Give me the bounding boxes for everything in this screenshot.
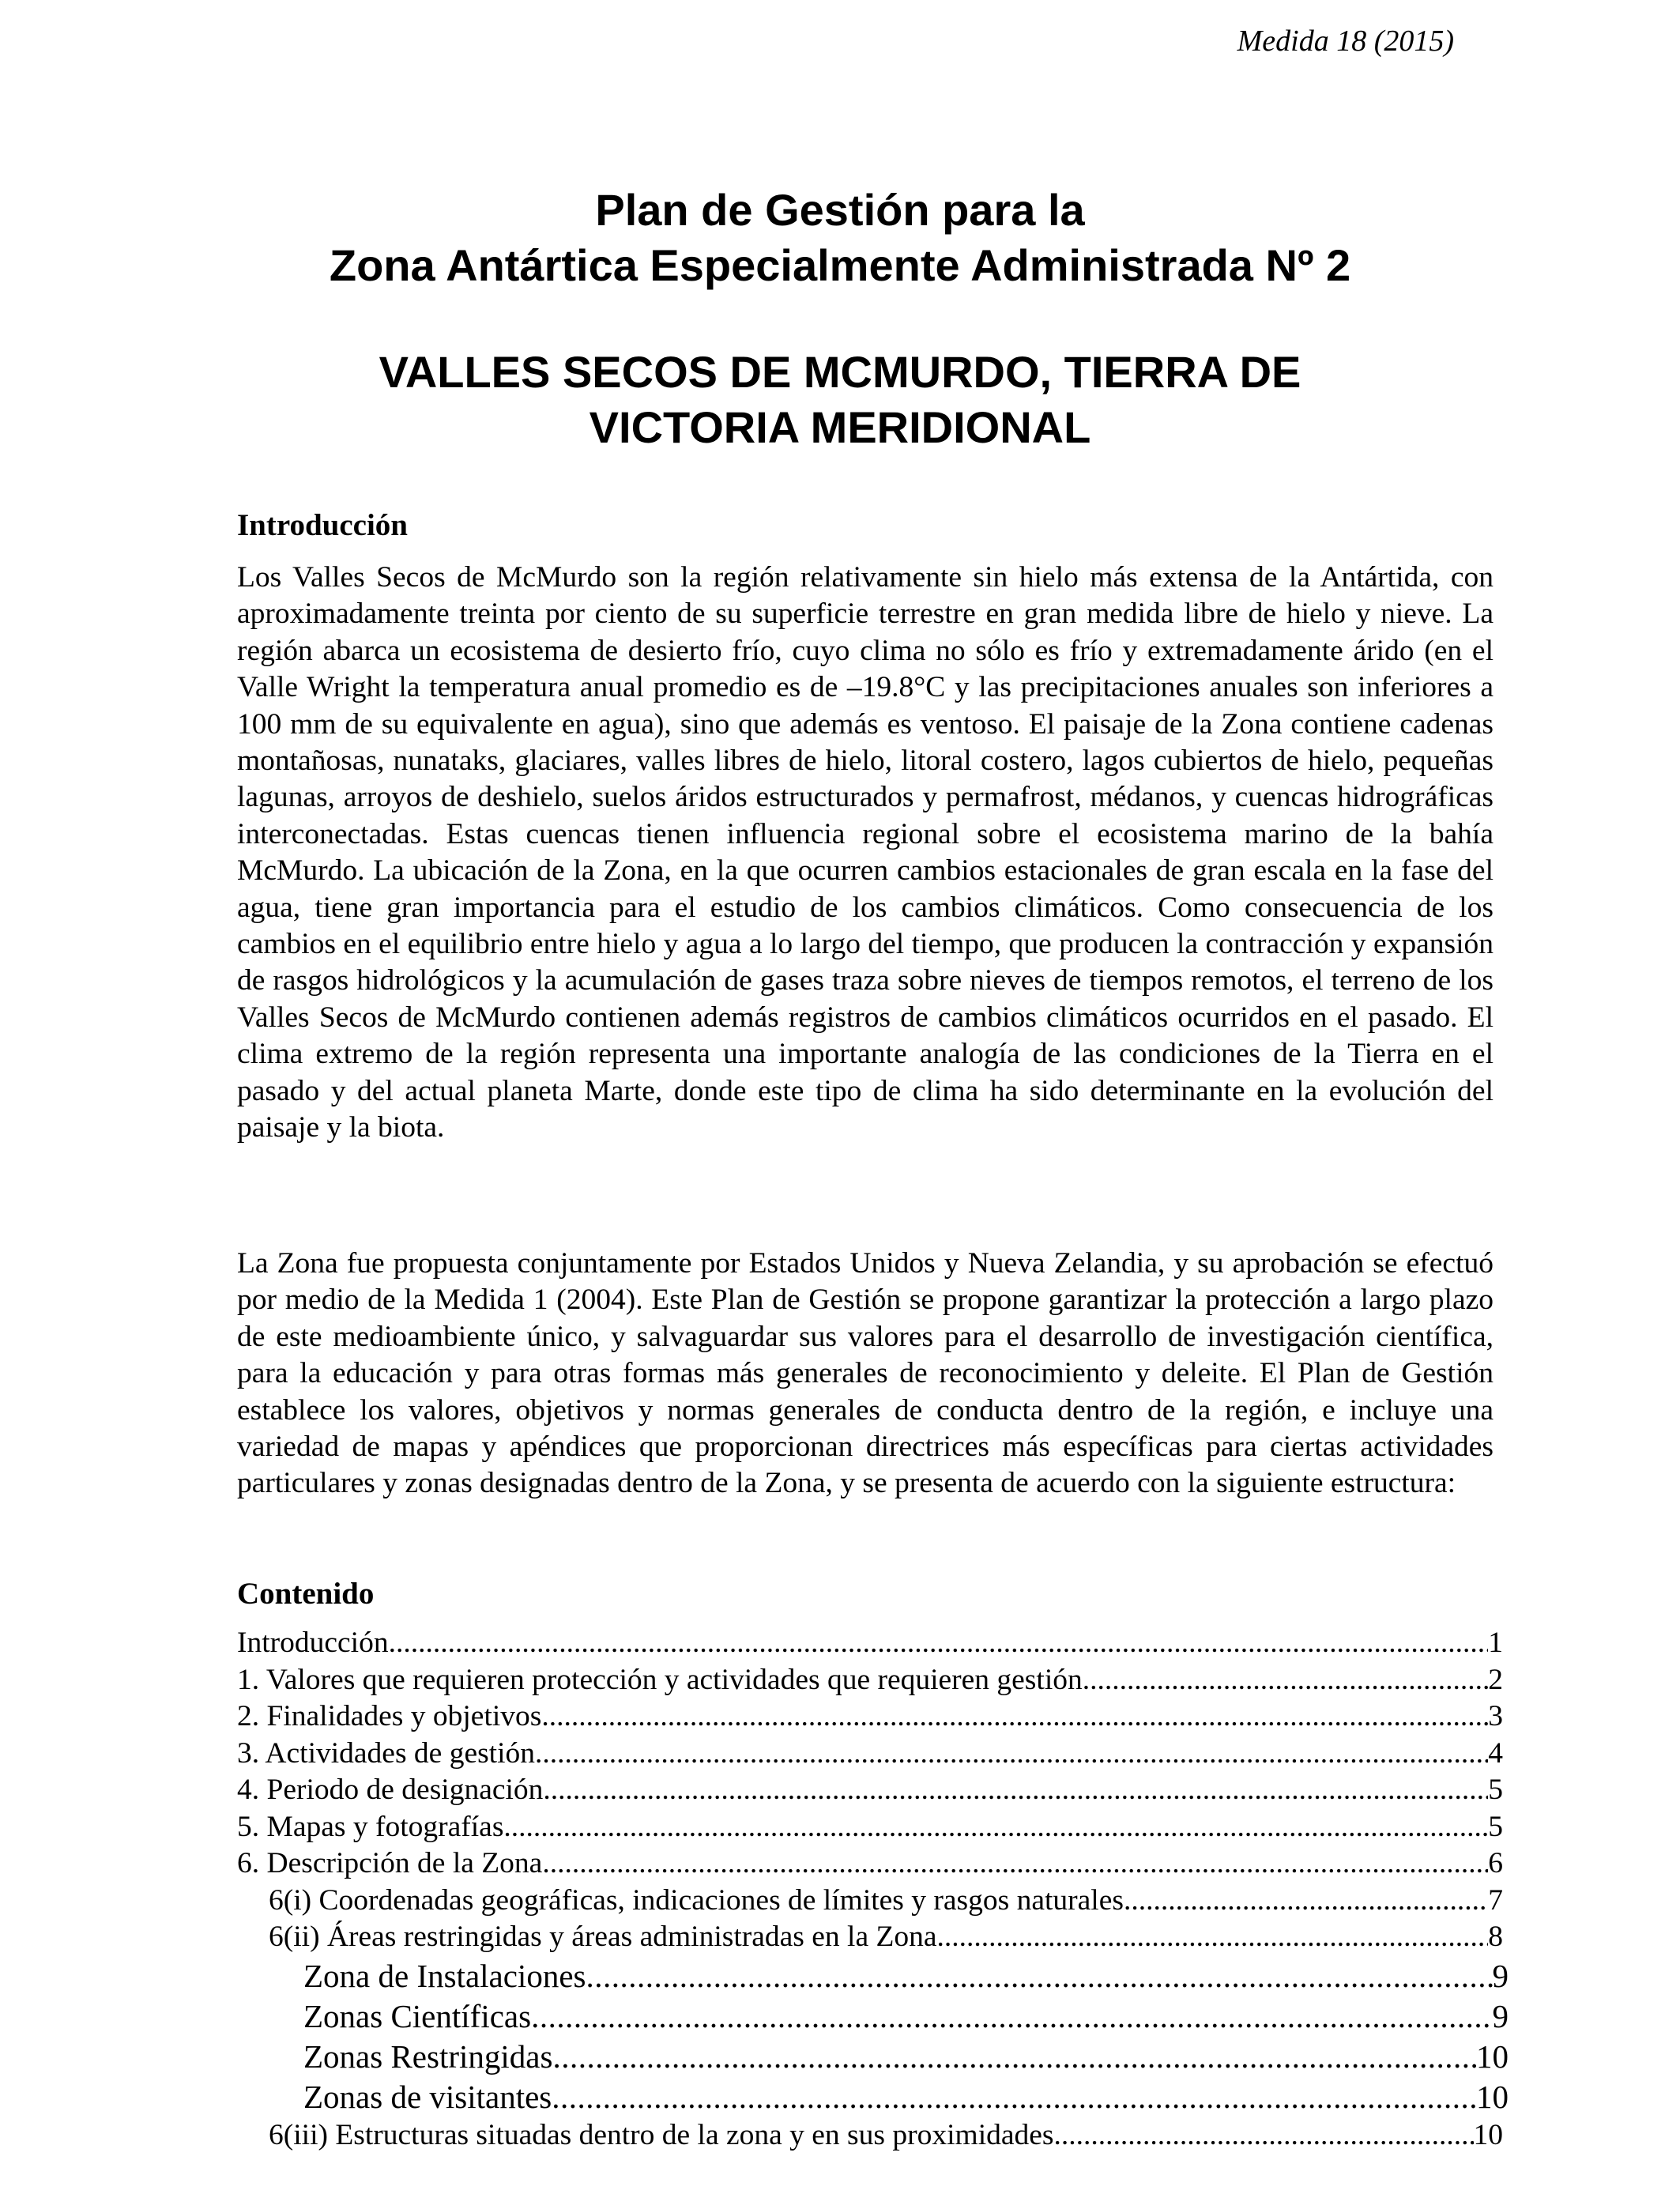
toc-entry-label: 6(iii) Estructuras situadas dentro de la zona y en sus proximidades xyxy=(269,2118,1054,2151)
toc-entry-label: 1. Valores que requieren protección y actividades que requieren gestión xyxy=(237,1663,1083,1696)
toc-entry-page: 1 xyxy=(1488,1627,1503,1659)
toc-entry[interactable] xyxy=(237,2037,1509,2077)
toc-entry-label: 6(ii) Áreas restringidas y áreas administradas en la Zona xyxy=(269,1921,937,1953)
toc-entry[interactable] xyxy=(237,1919,1503,1956)
toc-entry-page: 9 xyxy=(1492,1957,1509,1994)
toc-entry-page: 3 xyxy=(1488,1700,1503,1732)
table-of-contents xyxy=(237,1625,1509,2154)
title-line-1: Plan de Gestión para la xyxy=(595,185,1085,235)
toc-leader xyxy=(937,1919,1489,1956)
toc-entry-page: 10 xyxy=(1473,2118,1503,2151)
toc-entry-label: Zonas Restringidas xyxy=(303,2038,553,2075)
toc-entry-label: 6. Descripción de la Zona xyxy=(237,1847,543,1879)
toc-leader xyxy=(586,1956,1492,1996)
subtitle-line-2: VICTORIA MERIDIONAL xyxy=(589,402,1091,452)
toc-entry-page: 7 xyxy=(1488,1883,1503,1917)
toc-entry-label: 4. Periodo de designación xyxy=(237,1774,544,1806)
toc-leader xyxy=(531,1996,1492,2037)
toc-leader xyxy=(503,1809,1488,1846)
toc-entry-label: 5. Mapas y fotografías xyxy=(237,1810,504,1843)
toc-entry[interactable] xyxy=(237,1662,1503,1699)
toc-entry-page: 5 xyxy=(1488,1774,1503,1806)
toc-entry[interactable] xyxy=(237,1772,1503,1809)
document-reference: Medida 18 (2015) xyxy=(1237,25,1454,58)
toc-leader xyxy=(552,2077,1476,2117)
subtitle-line-1: VALLES SECOS DE MCMURDO, TIERRA DE xyxy=(379,347,1301,397)
document-title xyxy=(0,183,1680,293)
toc-entry-label: Zonas Científicas xyxy=(303,1997,532,2034)
toc-entry-page: 6 xyxy=(1488,1847,1503,1879)
toc-entry-label: 6(i) Coordenadas geográficas, indicaciones de límites y rasgos naturales xyxy=(269,1883,1124,1917)
toc-entry[interactable] xyxy=(237,1625,1503,1662)
toc-entry-label: 2. Finalidades y objetivos xyxy=(237,1700,542,1732)
toc-entry[interactable] xyxy=(237,2117,1503,2154)
toc-leader xyxy=(1054,2117,1474,2154)
toc-entry[interactable] xyxy=(237,1736,1503,1773)
toc-entry-label: Zonas de visitantes xyxy=(303,2078,552,2115)
toc-leader xyxy=(543,1772,1488,1809)
toc-entry-page: 5 xyxy=(1488,1810,1503,1843)
toc-entry[interactable] xyxy=(237,1698,1503,1736)
title-line-2: Zona Antártica Especialmente Administrada Nº 2 xyxy=(329,240,1351,290)
document-subtitle xyxy=(0,345,1680,455)
toc-leader xyxy=(541,1698,1488,1736)
toc-leader xyxy=(542,1845,1488,1883)
toc-leader xyxy=(552,2037,1476,2077)
introduction-heading: Introducción xyxy=(237,508,408,542)
toc-entry[interactable] xyxy=(237,1845,1503,1883)
toc-leader xyxy=(1083,1662,1489,1699)
toc-entry-label: 3. Actividades de gestión xyxy=(237,1736,536,1770)
toc-entry[interactable] xyxy=(237,1956,1509,1996)
toc-leader xyxy=(1124,1883,1488,1920)
toc-entry-page: 9 xyxy=(1492,1997,1509,2034)
toc-entry-label: Zona de Instalaciones xyxy=(303,1957,586,1994)
toc-entry-page: 10 xyxy=(1476,2038,1509,2075)
toc-entry[interactable] xyxy=(237,1883,1503,1920)
introduction-paragraph-2: La Zona fue propuesta conjuntamente por Estados Unidos y Nueva Zelandia, y su aprobación se efectuó por medio de la Medida 1 (2004). Este Plan de Gestión se propone garantizar la protección a largo plazo de este medioambiente único, y salvaguardar sus valores para el desarrollo de investigación científica, para la educación y para otras formas más generales de reconocimiento y deleite. El Plan de Gestión establece los valores, objetivos y normas generales de conducta dentro de la región, e incluye una variedad de mapas y apéndices que proporcionan directrices más específicas para ciertas actividades particulares y zonas designadas dentro de la Zona, y se presenta de acuerdo con la siguiente estructura: xyxy=(237,1247,1494,1500)
toc-entry-page: 10 xyxy=(1476,2078,1509,2115)
toc-entry-label: Introducción xyxy=(237,1627,389,1659)
toc-leader xyxy=(535,1736,1488,1773)
contents-heading: Contenido xyxy=(237,1577,375,1611)
introduction-paragraph-1: Los Valles Secos de McMurdo son la región relativamente sin hielo más extensa de la Antártida, con aproximadamente treinta por ciento de su superficie terrestre en gran medida libre de hielo y nieve. La región abarca un ecosistema de desierto frío, cuyo clima no sólo es frío y extremadamente árido (en el Valle Wright la temperatura anual promedio es de –19.8°C y las precipitaciones anuales son inferiores a 100 mm de su equivalente en agua), sino que además es ventoso. El paisaje de la Zona contiene cadenas montañosas, nunataks, glaciares, valles libres de hielo, litoral costero, lagos cubiertos de hielo, pequeñas lagunas, arroyos de deshielo, suelos áridos estructurados y permafrost, médanos, y cuencas hidrográficas interconectadas. Estas cuencas tienen influencia regional sobre el ecosistema marino de la bahía McMurdo. La ubicación de la Zona, en la que ocurren cambios estacionales de gran escala en la fase del agua, tiene gran importancia para el estudio de los cambios climáticos. Como consecuencia de los cambios en el equilibrio entre hielo y agua a lo largo del tiempo, que producen la contracción y expansión de rasgos hidrológicos y la acumulación de gases traza sobre nieves de tiempos remotos, el terreno de los Valles Secos de McMurdo contienen además registros de cambios climáticos ocurridos en el pasado. El clima extremo de la región representa una importante analogía de las condiciones de la Tierra en el pasado y del actual planeta Marte, donde este tipo de clima ha sido determinante en la evolución del paisaje y la biota. xyxy=(237,561,1494,1144)
toc-entry[interactable] xyxy=(237,1809,1503,1846)
toc-entry-page: 8 xyxy=(1488,1921,1503,1953)
toc-entry[interactable] xyxy=(237,1996,1509,2037)
toc-entry[interactable] xyxy=(237,2077,1509,2117)
toc-entry-page: 4 xyxy=(1488,1736,1503,1770)
toc-entry-page: 2 xyxy=(1488,1663,1503,1696)
toc-leader xyxy=(389,1625,1489,1662)
